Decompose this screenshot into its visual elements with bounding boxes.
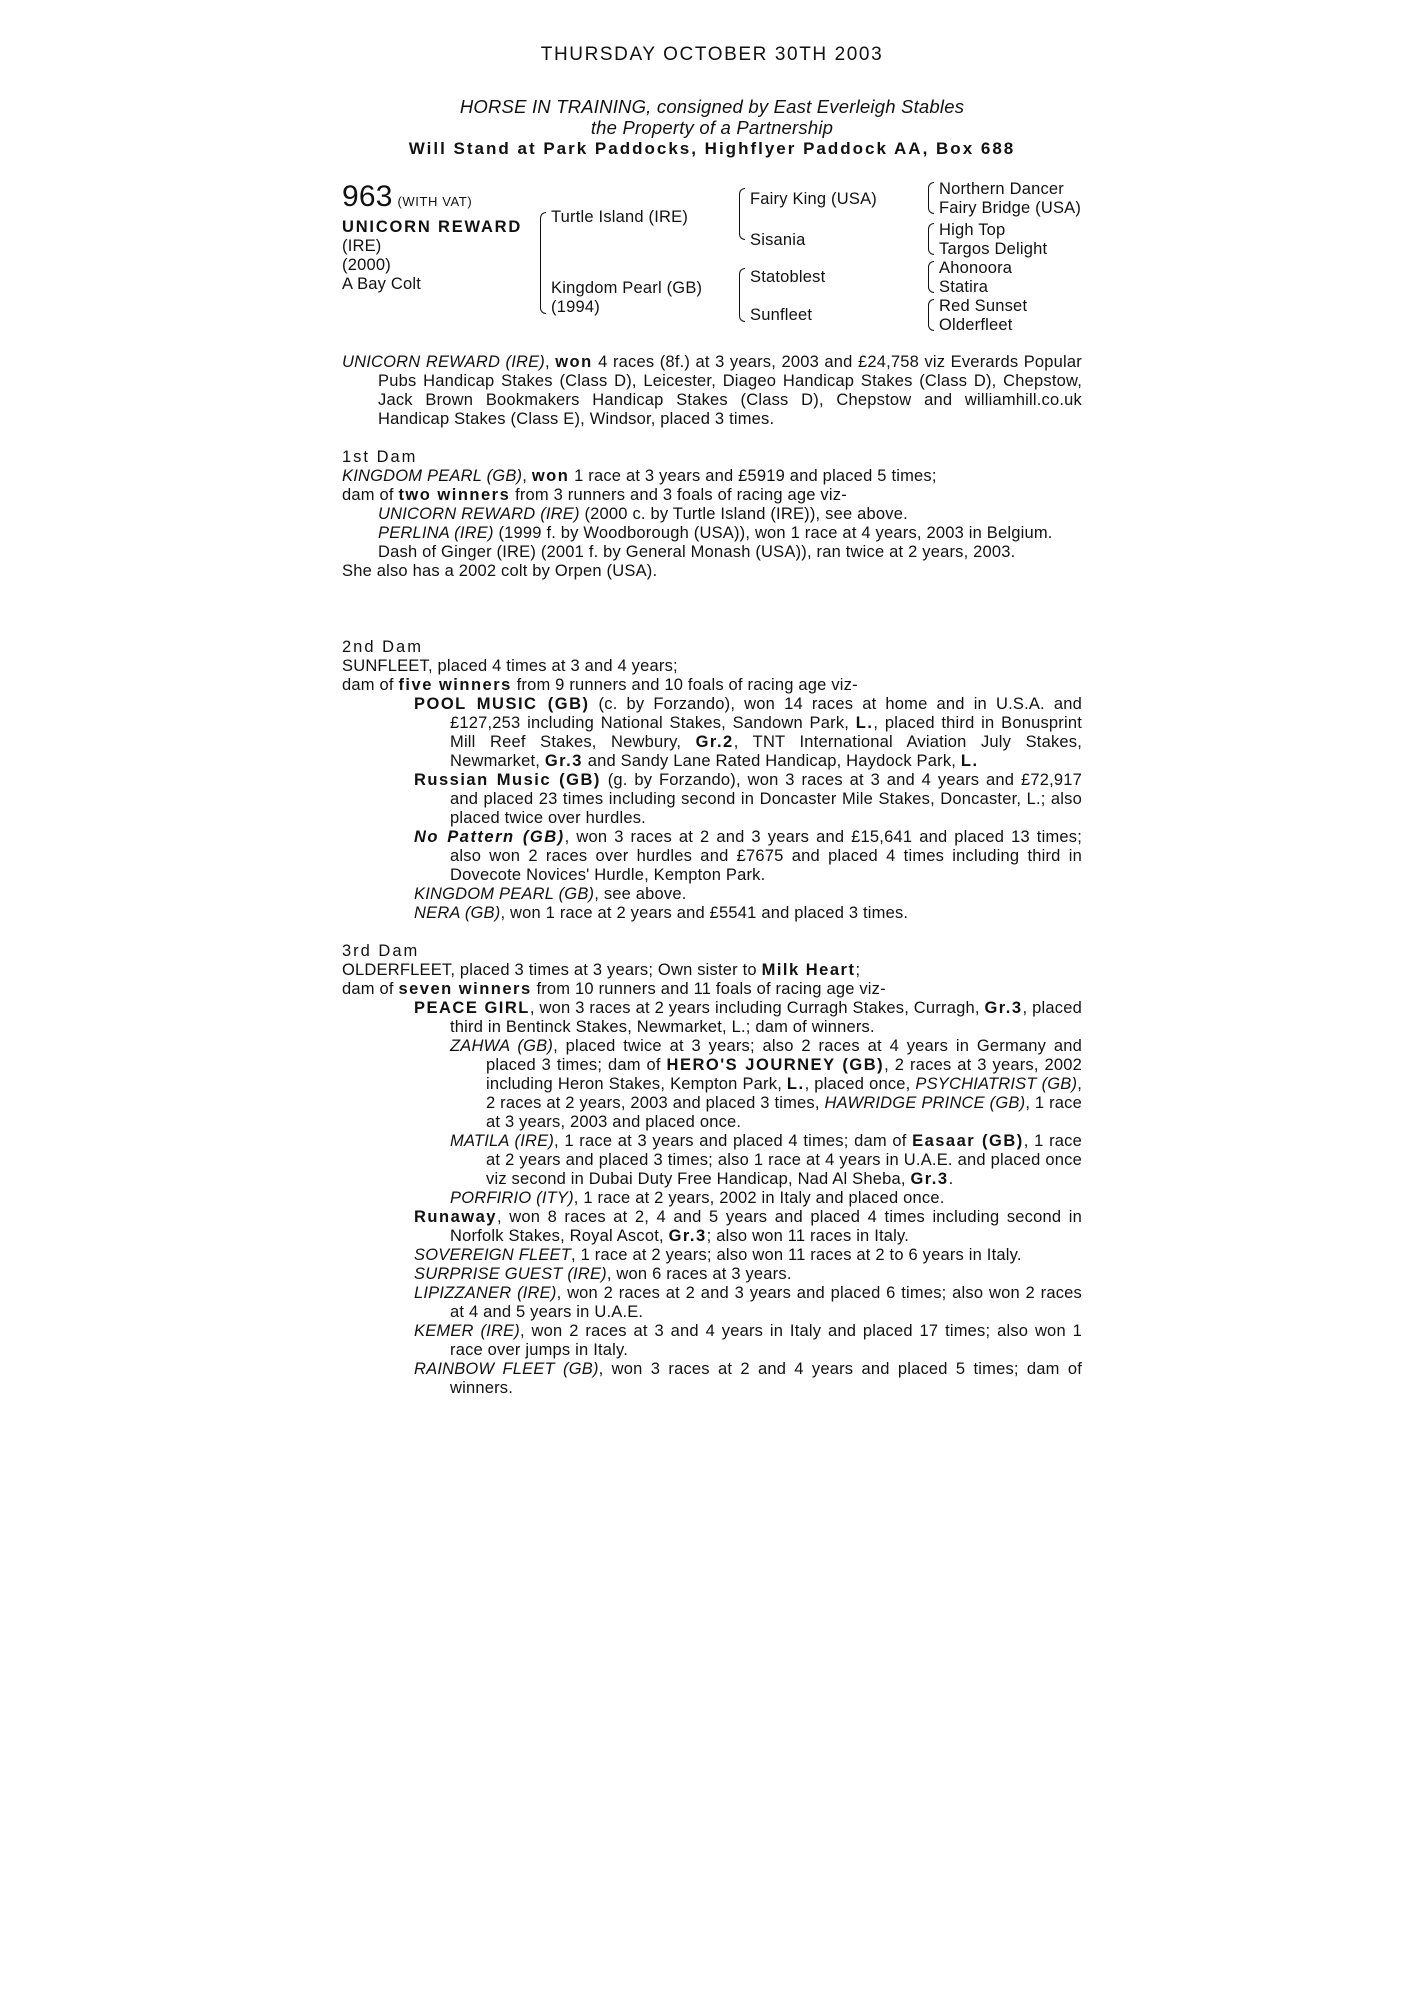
progeny-name: SURPRISE GUEST (IRE) xyxy=(414,1265,607,1283)
progeny-text: , 1 race at 3 years and placed 4 times; dam of xyxy=(554,1132,913,1150)
list-item xyxy=(342,1322,1082,1360)
progeny-name: No Pattern (GB) xyxy=(414,828,565,846)
progeny-text: (c. by Forzando), won 14 races at home and in U.S.A. and £127,253 including National Stakes, Sandown Park, xyxy=(450,695,1083,732)
sire-dam: Sisania xyxy=(750,231,806,249)
progeny-text: , 1 race at 2 years and placed 3 times; also 1 race at 4 years in U.A.E. and placed once viz second in Dubai Duty Free Handicap, Nad Al Sheba, xyxy=(486,1132,1082,1188)
list-item xyxy=(342,1246,1082,1265)
progeny-text: , 1 race at 2 years; also won 11 races at 2 to 6 years in Italy. xyxy=(571,1246,1022,1264)
group-badge: Gr.3 xyxy=(544,752,583,770)
granddam-dam: Targos Delight xyxy=(939,240,1048,258)
progeny-name: Easaar (GB) xyxy=(912,1132,1024,1150)
list-item xyxy=(342,828,1082,885)
consignor-line: HORSE IN TRAINING, consigned by East Everleigh Stables xyxy=(459,96,965,117)
dam: Kingdom Pearl (GB) xyxy=(551,279,703,297)
damsire-dam: Statira xyxy=(939,278,989,296)
second-dam-of-suffix: from 9 runners and 10 foals of racing age viz- xyxy=(511,676,858,694)
second-dam-winners: five winners xyxy=(398,676,512,694)
g-brace-4 xyxy=(928,299,934,331)
damdam-dam: Olderfleet xyxy=(939,316,1013,334)
list-item xyxy=(342,1284,1082,1322)
summary-won: won xyxy=(555,353,593,371)
progeny-text: , placed third in Bentinck Stakes, Newmarket, L.; dam of winners. xyxy=(450,999,1082,1036)
dam-dam: Sunfleet xyxy=(750,306,813,324)
first-dam-record: 1 race at 3 years and £5919 and placed 5 times; xyxy=(569,467,937,485)
progeny-name: LIPIZZANER (IRE) xyxy=(414,1284,557,1302)
progeny-name: KEMER (IRE) xyxy=(414,1322,520,1340)
list-item xyxy=(342,1360,1082,1398)
progeny-name: PEACE GIRL xyxy=(414,999,530,1017)
list-item xyxy=(342,999,1082,1037)
group-badge: Gr.2 xyxy=(695,733,734,751)
progeny-text: , TNT International Aviation July Stakes, Newmarket, xyxy=(450,733,1083,770)
first-dam-of-suffix: from 3 runners and 3 foals of racing age viz- xyxy=(510,486,847,504)
progeny-text: . xyxy=(948,1170,954,1188)
progeny-name: Runaway xyxy=(414,1208,497,1226)
list-item xyxy=(342,695,1082,771)
sire-sire: Fairy King (USA) xyxy=(750,190,877,208)
progeny-text: (2000 c. by Turtle Island (IRE)), see above. xyxy=(579,505,908,523)
progeny-text: , 2 races at 3 years, 2002 including Heron Stakes, Kempton Park, xyxy=(486,1056,1082,1093)
progeny-name: UNICORN REWARD (IRE) xyxy=(378,505,580,523)
sire-dam-brace xyxy=(540,212,546,314)
progeny-name: PSYCHIATRIST (GB) xyxy=(915,1075,1078,1093)
progeny-text: , won 1 race at 2 years and £5541 and placed 3 times. xyxy=(500,904,909,922)
group-badge: Gr.3 xyxy=(910,1170,949,1188)
list-item xyxy=(342,505,1082,524)
first-dam-won: won xyxy=(531,467,570,485)
dam-line-brace xyxy=(739,268,745,322)
progeny-name: POOL MUSIC (GB) xyxy=(414,695,590,713)
first-dam-footer: She also has a 2002 colt by Orpen (USA). xyxy=(342,562,658,580)
grandsire-dam: Fairy Bridge (USA) xyxy=(939,199,1082,217)
progeny-name: HERO'S JOURNEY (GB) xyxy=(666,1056,885,1074)
list-item xyxy=(378,1189,1082,1208)
g-brace-2 xyxy=(928,223,934,255)
list-item xyxy=(342,543,1082,562)
stand-line: Will Stand at Park Paddocks, Highflyer Paddock AA, Box 688 xyxy=(408,139,1016,158)
progeny-text: , 1 race at 3 years, 2003 and placed once. xyxy=(486,1094,1082,1131)
second-dam-heading: 2nd Dam xyxy=(342,638,423,656)
list-item xyxy=(342,771,1082,828)
progeny-text: , see above. xyxy=(594,885,687,903)
list-item xyxy=(342,1208,1082,1246)
progeny-name: MATILA (IRE) xyxy=(450,1132,555,1150)
progeny-text: ; also won 11 races in Italy. xyxy=(706,1227,910,1245)
granddam-sire: High Top xyxy=(939,221,1006,239)
progeny-text: , 1 race at 2 years, 2002 in Italy and placed once. xyxy=(573,1189,945,1207)
progeny-text: , won 2 races at 2 and 3 years and placed 6 times; also won 2 races at 4 and 5 years in U.A.E. xyxy=(450,1284,1082,1321)
damsire-sire: Ahonoora xyxy=(939,259,1013,277)
third-dam-of-suffix: from 10 runners and 11 foals of racing age viz- xyxy=(531,980,886,998)
progeny-text: , placed third in Bonusprint Mill Reef Stakes, Newbury, xyxy=(450,714,1082,751)
horse-country: (IRE) xyxy=(342,237,382,255)
second-dam-section xyxy=(342,638,1082,923)
first-dam-of-prefix: dam of xyxy=(342,486,399,504)
first-dam-winners: two winners xyxy=(398,486,511,504)
group-badge: Gr.3 xyxy=(668,1227,707,1245)
progeny-name: NERA (GB) xyxy=(414,904,501,922)
progeny-text: and Sandy Lane Rated Handicap, Haydock Park, xyxy=(582,752,961,770)
progeny-name: KINGDOM PEARL (GB) xyxy=(414,885,595,903)
summary-text: 4 races (8f.) at 3 years, 2003 and £24,758 viz Everards Popular Pubs Handicap Stakes (Class D), Leicester, Diageo Handicap Stakes (Class D), Chepstow, Jack Brown Bookmakers Handicap Stakes (Class D), Chepstow and williamhill.co.uk Handicap Stakes (Class E), Windsor, placed 3 times. xyxy=(378,353,1082,428)
summary-horse-name: UNICORN REWARD (IRE) xyxy=(342,353,545,371)
list-item xyxy=(342,524,1082,543)
progeny-name: RAINBOW FLEET (GB) xyxy=(414,1360,599,1378)
progeny-text: , 2 races at 2 years, 2003 and placed 3 times, xyxy=(486,1075,1082,1112)
punctuation: ; xyxy=(855,961,861,979)
third-dam-section xyxy=(342,942,1082,1398)
progeny-text: , won 3 races at 2 and 3 years and £15,641 and placed 13 times; also won 2 races over hurdles and £7675 and placed 4 times including third in Dovecote Novices' Hurdle, Kempton Park. xyxy=(450,828,1082,884)
foaling-year: (2000) xyxy=(342,256,391,274)
progeny-text: , won 3 races at 2 years including Curragh Stakes, Curragh, xyxy=(529,999,985,1017)
progeny-text: , won 3 races at 2 and 4 years and placed 5 times; dam of winners. xyxy=(450,1360,1083,1397)
progeny-name: SOVEREIGN FLEET xyxy=(414,1246,572,1264)
horse-name: UNICORN REWARD xyxy=(342,218,523,236)
list-item xyxy=(342,1265,1082,1284)
progeny-name: HAWRIDGE PRINCE (GB) xyxy=(824,1094,1026,1112)
listed-badge: L. xyxy=(786,1075,805,1093)
sale-date: THURSDAY OCTOBER 30TH 2003 xyxy=(540,44,884,65)
lot-number: 963 xyxy=(342,180,393,213)
third-dam-of-prefix: dam of xyxy=(342,980,399,998)
progeny-name: ZAHWA (GB) xyxy=(450,1037,554,1055)
list-item xyxy=(378,1132,1082,1189)
list-item xyxy=(378,1037,1082,1132)
progeny-text: , won 2 races at 3 and 4 years in Italy and placed 17 times; also won 1 race over jumps in Italy. xyxy=(450,1322,1082,1359)
first-dam-name: KINGDOM PEARL (GB) xyxy=(342,467,523,485)
progeny-text: , placed once, xyxy=(804,1075,916,1093)
list-item xyxy=(342,904,1082,923)
third-dam-heading: 3rd Dam xyxy=(342,942,420,960)
sire: Turtle Island (IRE) xyxy=(551,208,689,226)
g-brace-3 xyxy=(928,261,934,293)
sire-line-brace xyxy=(739,188,745,240)
lot-info xyxy=(342,180,542,294)
progeny-text: Dash of Ginger (IRE) (2001 f. by General Monash (USA)), ran twice at 2 years, 2003. xyxy=(378,543,1016,561)
horse-description: A Bay Colt xyxy=(342,275,422,293)
progeny-text: , won 6 races at 3 years. xyxy=(606,1265,792,1283)
third-dam-record: OLDERFLEET, placed 3 times at 3 years; Own sister to xyxy=(342,961,762,979)
listed-badge: L. xyxy=(855,714,874,732)
second-dam-record: SUNFLEET, placed 4 times at 3 and 4 years; xyxy=(342,657,678,675)
property-line: the Property of a Partnership xyxy=(590,117,834,138)
damdam-sire: Red Sunset xyxy=(939,297,1028,315)
race-summary: UNICORN REWARD (IRE), won 4 races (8f.) at 3 years, 2003 and £24,758 viz Everards Popular Pubs Handicap Stakes (Class D), Leicester, Diageo Handicap Stakes (Class D), Chepstow, Jack Brown Bookmakers Handicap Stakes (Class D), Chepstow and williamhill.co.uk Handicap Stakes (Class E), Windsor, placed 3 times. xyxy=(342,353,1082,428)
progeny-text: , placed twice at 3 years; also 2 races at 4 years in Germany and placed 3 times; dam of xyxy=(486,1037,1082,1074)
progeny-name: Russian Music (GB) xyxy=(414,771,601,789)
first-dam-heading: 1st Dam xyxy=(342,448,418,466)
dam-year: (1994) xyxy=(551,298,600,316)
second-dam-of-prefix: dam of xyxy=(342,676,399,694)
g-brace-1 xyxy=(928,182,934,214)
progeny-text: , won 8 races at 2, 4 and 5 years and placed 4 times including second in Norfolk Stakes, Royal Ascot, xyxy=(450,1208,1082,1245)
third-dam-winners: seven winners xyxy=(398,980,532,998)
grandsire-sire: Northern Dancer xyxy=(939,180,1064,198)
progeny-text: (g. by Forzando), won 3 races at 3 and 4 years and £72,917 and placed 23 times including second in Doncaster Mile Stakes, Doncaster, L.; also placed twice over hurdles. xyxy=(450,771,1082,827)
list-item xyxy=(342,885,1082,904)
progeny-name: PORFIRIO (ITY) xyxy=(450,1189,574,1207)
listed-badge: L. xyxy=(960,752,979,770)
group-badge: Gr.3 xyxy=(984,999,1023,1017)
vat-label: (WITH VAT) xyxy=(397,194,473,209)
consignment-block xyxy=(342,96,1082,159)
progeny-name: PERLINA (IRE) xyxy=(378,524,494,542)
dam-sire: Statoblest xyxy=(750,268,826,286)
sister-name: Milk Heart xyxy=(761,961,856,979)
progeny-text: (1999 f. by Woodborough (USA)), won 1 race at 4 years, 2003 in Belgium. xyxy=(493,524,1053,542)
first-dam-section: 1st Dam KINGDOM PEARL (GB), won 1 race at 3 years and £5919 and placed 5 times; dam of two winners from 3 runners and 3 foals of racing age viz- UNICORN REWARD (IRE) (2000 c. by Turtle Island (IRE)), see above. PERLINA (IRE) (1999 f. by Woodborough (USA)), won 1 race at 4 years, 2003 in Belgium. Dash of Ginger (IRE) (2001 f. by General Monash (USA)), ran twice at 2 years, 2003. She also has a 2002 colt by Orpen (USA). xyxy=(342,448,1082,581)
